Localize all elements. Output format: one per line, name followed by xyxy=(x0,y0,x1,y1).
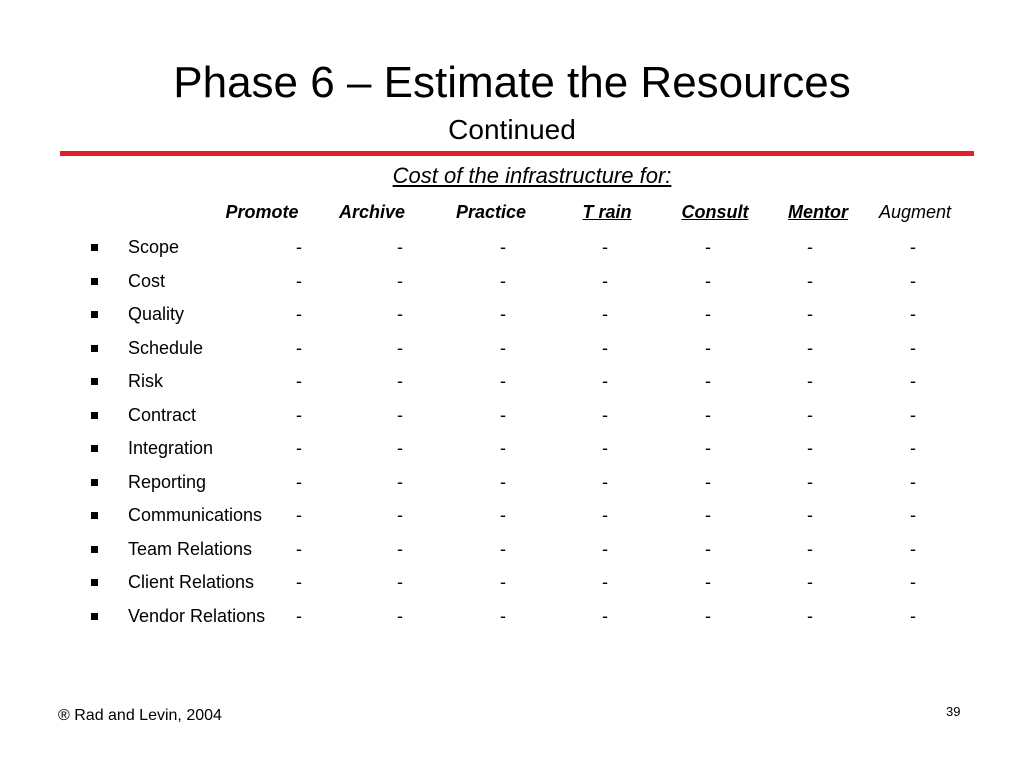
table-cell: - xyxy=(500,371,506,391)
table-cell: - xyxy=(807,538,813,559)
column-header-t-rain: T rain xyxy=(582,202,632,222)
row-label: Risk xyxy=(128,371,163,391)
table-cell: - xyxy=(296,505,302,525)
table-row xyxy=(0,369,1024,402)
square-bullet-icon xyxy=(91,378,98,385)
table-cell: - xyxy=(500,438,506,458)
table-cell: - xyxy=(910,572,916,592)
table-cell: - xyxy=(705,438,711,458)
table-row xyxy=(0,235,1024,268)
column-header-archive: Archive xyxy=(338,202,406,222)
table-row xyxy=(0,403,1024,436)
slide-subtitle: Continued xyxy=(448,114,576,145)
table-cell: - xyxy=(296,538,302,559)
table-cell: - xyxy=(602,371,608,391)
table-cell: - xyxy=(296,337,302,358)
table-cell: - xyxy=(807,270,813,291)
table-cell: - xyxy=(910,371,916,391)
table-cell: - xyxy=(807,572,813,592)
table-cell: - xyxy=(397,337,403,358)
table-cell: - xyxy=(807,505,813,525)
table-cell: - xyxy=(296,371,302,391)
table-cell: - xyxy=(910,605,916,626)
table-cell: - xyxy=(705,237,711,257)
title-divider xyxy=(60,151,974,156)
table-cell: - xyxy=(705,304,711,324)
table-cell: - xyxy=(602,404,608,425)
row-label: Contract xyxy=(128,404,197,425)
table-cell: - xyxy=(296,471,302,492)
table-cell: - xyxy=(397,471,403,492)
table-cell: - xyxy=(500,404,506,425)
table-cell: - xyxy=(397,538,403,559)
row-label: Integration xyxy=(128,438,214,458)
table-cell: - xyxy=(807,471,813,492)
column-header-practice: Practice xyxy=(455,202,527,222)
square-bullet-icon xyxy=(91,412,98,419)
square-bullet-icon xyxy=(91,278,98,285)
table-cell: - xyxy=(500,337,506,358)
table-cell: - xyxy=(296,572,302,592)
row-label: Communications xyxy=(128,505,263,525)
table-row xyxy=(0,570,1024,603)
table-cell: - xyxy=(397,505,403,525)
table-cell: - xyxy=(602,237,608,257)
table-cell: - xyxy=(602,304,608,324)
table-cell: - xyxy=(602,505,608,525)
square-bullet-icon xyxy=(91,311,98,318)
table-cell: - xyxy=(705,404,711,425)
table-row xyxy=(0,436,1024,469)
table-cell: - xyxy=(910,471,916,492)
table-row xyxy=(0,537,1024,570)
table-cell: - xyxy=(705,270,711,291)
table-cell: - xyxy=(807,304,813,324)
table-cell: - xyxy=(397,438,403,458)
table-cell: - xyxy=(807,404,813,425)
table-cell: - xyxy=(705,572,711,592)
row-label: Vendor Relations xyxy=(128,605,266,626)
table-row xyxy=(0,269,1024,302)
table-cell: - xyxy=(397,605,403,626)
table-cell: - xyxy=(500,471,506,492)
table-cell: - xyxy=(807,438,813,458)
table-cell: - xyxy=(296,237,302,257)
table-row xyxy=(0,604,1024,637)
table-cell: - xyxy=(602,337,608,358)
row-label: Quality xyxy=(128,304,185,324)
table-cell: - xyxy=(910,270,916,291)
table-cell: - xyxy=(910,538,916,559)
square-bullet-icon xyxy=(91,579,98,586)
table-cell: - xyxy=(807,371,813,391)
table-cell: - xyxy=(296,404,302,425)
table-cell: - xyxy=(602,538,608,559)
column-header-promote: Promote xyxy=(225,202,299,222)
square-bullet-icon xyxy=(91,546,98,553)
table-cell: - xyxy=(296,304,302,324)
table-cell: - xyxy=(807,605,813,626)
table-cell: - xyxy=(910,438,916,458)
table-cell: - xyxy=(602,438,608,458)
square-bullet-icon xyxy=(91,345,98,352)
square-bullet-icon xyxy=(91,512,98,519)
square-bullet-icon xyxy=(91,244,98,251)
row-label: Client Relations xyxy=(128,572,255,592)
table-cell: - xyxy=(705,337,711,358)
page-number: 39 xyxy=(946,704,961,719)
table-cell: - xyxy=(397,270,403,291)
table-cell: - xyxy=(296,270,302,291)
table-cell: - xyxy=(910,237,916,257)
table-cell: - xyxy=(397,237,403,257)
table-cell: - xyxy=(807,337,813,358)
square-bullet-icon xyxy=(91,479,98,486)
table-cell: - xyxy=(602,471,608,492)
row-label: Team Relations xyxy=(128,538,253,559)
table-cell: - xyxy=(296,438,302,458)
row-label: Scope xyxy=(128,237,180,257)
table-cell: - xyxy=(807,237,813,257)
table-cell: - xyxy=(910,404,916,425)
table-cell: - xyxy=(910,304,916,324)
table-cell: - xyxy=(397,572,403,592)
table-cell: - xyxy=(397,404,403,425)
row-label: Schedule xyxy=(128,337,204,358)
table-row xyxy=(0,503,1024,536)
table-cell: - xyxy=(500,270,506,291)
table-cell: - xyxy=(397,304,403,324)
row-label: Reporting xyxy=(128,471,207,492)
row-label: Cost xyxy=(128,270,166,291)
table-cell: - xyxy=(500,605,506,626)
table-row xyxy=(0,336,1024,369)
column-header-augment: Augment xyxy=(878,202,952,222)
table-cell: - xyxy=(602,270,608,291)
table-cell: - xyxy=(705,605,711,626)
column-header-mentor: Mentor xyxy=(788,202,848,222)
table-cell: - xyxy=(500,237,506,257)
table-cell: - xyxy=(705,538,711,559)
table-cell: - xyxy=(500,572,506,592)
slide-title: Phase 6 – Estimate the Resources xyxy=(173,58,851,107)
table-row xyxy=(0,302,1024,335)
table-row xyxy=(0,470,1024,503)
table-cell: - xyxy=(705,505,711,525)
table-cell: - xyxy=(602,572,608,592)
table-cell: - xyxy=(500,538,506,559)
table-cell: - xyxy=(910,337,916,358)
table-cell: - xyxy=(602,605,608,626)
table-cell: - xyxy=(500,304,506,324)
table-cell: - xyxy=(500,505,506,525)
table-caption: Cost of the infrastructure for: xyxy=(392,163,672,188)
table-cell: - xyxy=(705,471,711,492)
square-bullet-icon xyxy=(91,445,98,452)
square-bullet-icon xyxy=(91,613,98,620)
table-cell: - xyxy=(910,505,916,525)
table-cell: - xyxy=(705,371,711,391)
column-header-consult: Consult xyxy=(681,202,749,222)
copyright-footer: ® Rad and Levin, 2004 xyxy=(58,707,222,724)
table-cell: - xyxy=(296,605,302,626)
table-cell: - xyxy=(397,371,403,391)
